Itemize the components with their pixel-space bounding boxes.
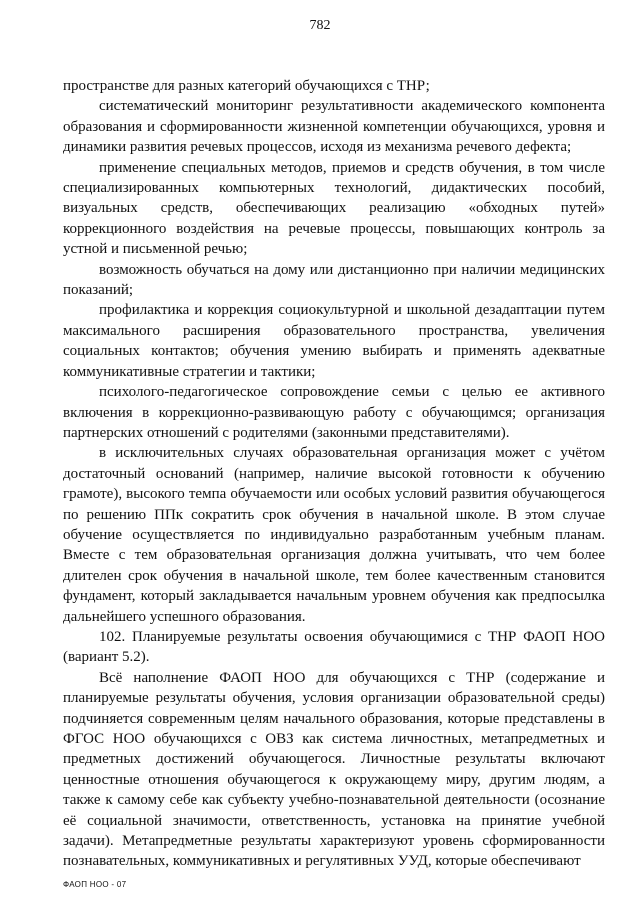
paragraph: в исключительных случаях образовательная организация может с учётом достаточный оснований (например, наличие высокой готовности к обучению грамоте), высокого темпа обучаемости или особых условий развития обучающегося по решению ППк сократить срок обучения в начальной школе. В этом случае обучение осуществляется по индивидуально разработанным учебным планам. Вместе с тем образовательная организация должна учитывать, что чем более длителен срок обучения в начальной школе, тем более качественным становится фундамент, который закладывается начальным уровнем обучения как предпосылка дальнейшего успешного образования. bbox=[63, 445, 605, 625]
paragraph: применение специальных методов, приемов и средств обучения, в том числе специализированных компьютерных технологий, дидактических пособий, визуальных средств, обеспечивающих реализацию «обходных путей» коррекционного воздействия на речевые процессы, повышающих контроль за устной и письменной речью; bbox=[63, 159, 605, 258]
paragraph: систематический мониторинг результативности академического компонента образования и сформированности жизненной компетенции обучающихся, уровня и динамики развития речевых процессов, исходя из механизма речевого дефекта; bbox=[63, 98, 605, 156]
section-heading: 102. Планируемые результаты освоения обучающимися с ТНР ФАОП НОО (вариант 5.2). bbox=[63, 628, 605, 666]
page-number: 782 bbox=[309, 18, 331, 33]
page-footer: ФАОП НОО - 07 bbox=[63, 880, 127, 889]
paragraph: Всё наполнение ФАОП НОО для обучающихся с ТНР (содержание и планируемые результаты обучения, условия организации образовательной среды) подчиняется современным целям начального образования, которые представлены в ФГОС НОО обучающихся с ОВЗ как система личностных, метапредметных и предметных достижений обучающегося. Личностные результаты включают ценностные отношения обучающегося к окружающему миру, другим людям, а также к самому себе как субъекту учебно-познавательной деятельности (осознание её социальной значимости, ответственность, установка на принятие учебной задачи). Метапредметные результаты характеризуют уровень сформированности познавательных, коммуникативных и регулятивных УУД, которые обеспечивают bbox=[63, 669, 605, 870]
paragraph: возможность обучаться на дому или дистанционно при наличии медицинских показаний; bbox=[63, 261, 605, 299]
document-body bbox=[63, 76, 605, 872]
paragraph: профилактика и коррекция социокультурной и школьной дезадаптации путем максимального расширения образовательного пространства, увеличения социальных контактов; обучения умению выбирать и применять адекватные коммуникативные стратегии и тактики; bbox=[63, 302, 605, 380]
paragraph: пространстве для разных категорий обучающихся с ТНР; bbox=[63, 78, 430, 94]
paragraph: психолого-педагогическое сопровождение семьи с целью ее активного включения в коррекционно-развивающую работу с обучающимся; организация партнерских отношений с родителями (законными представителями). bbox=[63, 384, 605, 441]
